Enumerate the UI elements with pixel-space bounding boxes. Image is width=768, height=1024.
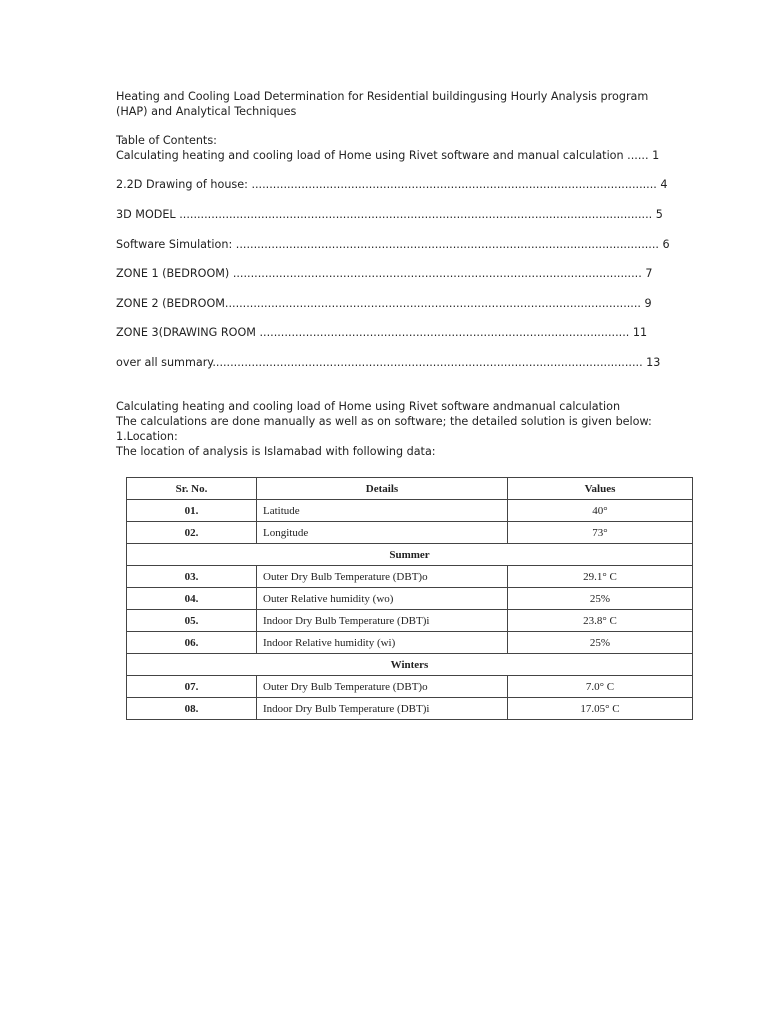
- cell-value: 25%: [508, 588, 693, 610]
- cell-sr-no: 05.: [127, 610, 257, 632]
- location-data-table: [126, 477, 693, 720]
- cell-detail: Outer Dry Bulb Temperature (DBT)o: [257, 566, 508, 588]
- toc-entry: ZONE 1 (BEDROOM) ................................................................................................................... 7: [116, 267, 653, 280]
- header-values: Values: [508, 478, 693, 500]
- document-title: Heating and Cooling Load Determination for Residential buildingusing Hourly Analysis program (HAP) and Analytical Techniques: [116, 90, 649, 118]
- cell-detail: Indoor Relative humidity (wi): [257, 632, 508, 654]
- table-row: [127, 632, 693, 654]
- cell-value: 40°: [508, 500, 693, 522]
- toc-entry: ZONE 3(DRAWING ROOM ........................................................................................................ 11: [116, 326, 648, 339]
- cell-value: 73°: [508, 522, 693, 544]
- cell-value: 17.05° C: [508, 698, 693, 720]
- table-row: [127, 522, 693, 544]
- cell-sr-no: 07.: [127, 676, 257, 698]
- cell-detail: Outer Relative humidity (wo): [257, 588, 508, 610]
- body-line: Calculating heating and cooling load of Home using Rivet software andmanual calculation: [116, 400, 621, 413]
- body-text: [116, 399, 652, 459]
- cell-value: 29.1° C: [508, 566, 693, 588]
- body-line: The calculations are done manually as well as on software; the detailed solution is given below:: [116, 415, 652, 428]
- toc-heading: Table of Contents:: [116, 134, 217, 147]
- cell-value: 25%: [508, 632, 693, 654]
- cell-sr-no: 04.: [127, 588, 257, 610]
- table-row: [127, 698, 693, 720]
- toc-entry: Software Simulation: ....................................................................................................................... 6: [116, 238, 670, 251]
- cell-sr-no: 01.: [127, 500, 257, 522]
- table-section-row: [127, 544, 693, 566]
- table-row: [127, 566, 693, 588]
- cell-value: 7.0° C: [508, 676, 693, 698]
- cell-detail: Longitude: [257, 522, 508, 544]
- toc-entry: ZONE 2 (BEDROOM..................................................................................................................... 9: [116, 297, 652, 310]
- table-row: [127, 500, 693, 522]
- section-summer: Summer: [127, 544, 693, 566]
- cell-sr-no: 06.: [127, 632, 257, 654]
- header-details: Details: [257, 478, 508, 500]
- cell-detail: Latitude: [257, 500, 508, 522]
- header-sr-no: Sr. No.: [127, 478, 257, 500]
- body-line: 1.Location:: [116, 430, 178, 443]
- cell-detail: Indoor Dry Bulb Temperature (DBT)i: [257, 610, 508, 632]
- toc-entry: Calculating heating and cooling load of Home using Rivet software and manual calculation ...... 1: [116, 149, 660, 162]
- table-section-row: [127, 654, 693, 676]
- cell-value: 23.8° C: [508, 610, 693, 632]
- toc-entry: 2.2D Drawing of house: .................................................................................................................. 4: [116, 178, 668, 191]
- table-row: [127, 588, 693, 610]
- cell-sr-no: 03.: [127, 566, 257, 588]
- cell-detail: Indoor Dry Bulb Temperature (DBT)i: [257, 698, 508, 720]
- toc-entry: 3D MODEL ..................................................................................................................................... 5: [116, 208, 663, 221]
- table-row: [127, 610, 693, 632]
- cell-sr-no: 02.: [127, 522, 257, 544]
- table-row: [127, 676, 693, 698]
- cell-detail: Outer Dry Bulb Temperature (DBT)o: [257, 676, 508, 698]
- cell-sr-no: 08.: [127, 698, 257, 720]
- toc-entry: over all summary......................................................................................................................... 13: [116, 356, 661, 369]
- body-line: The location of analysis is Islamabad with following data:: [116, 445, 436, 458]
- table-header-row: [127, 478, 693, 500]
- section-winters: Winters: [127, 654, 693, 676]
